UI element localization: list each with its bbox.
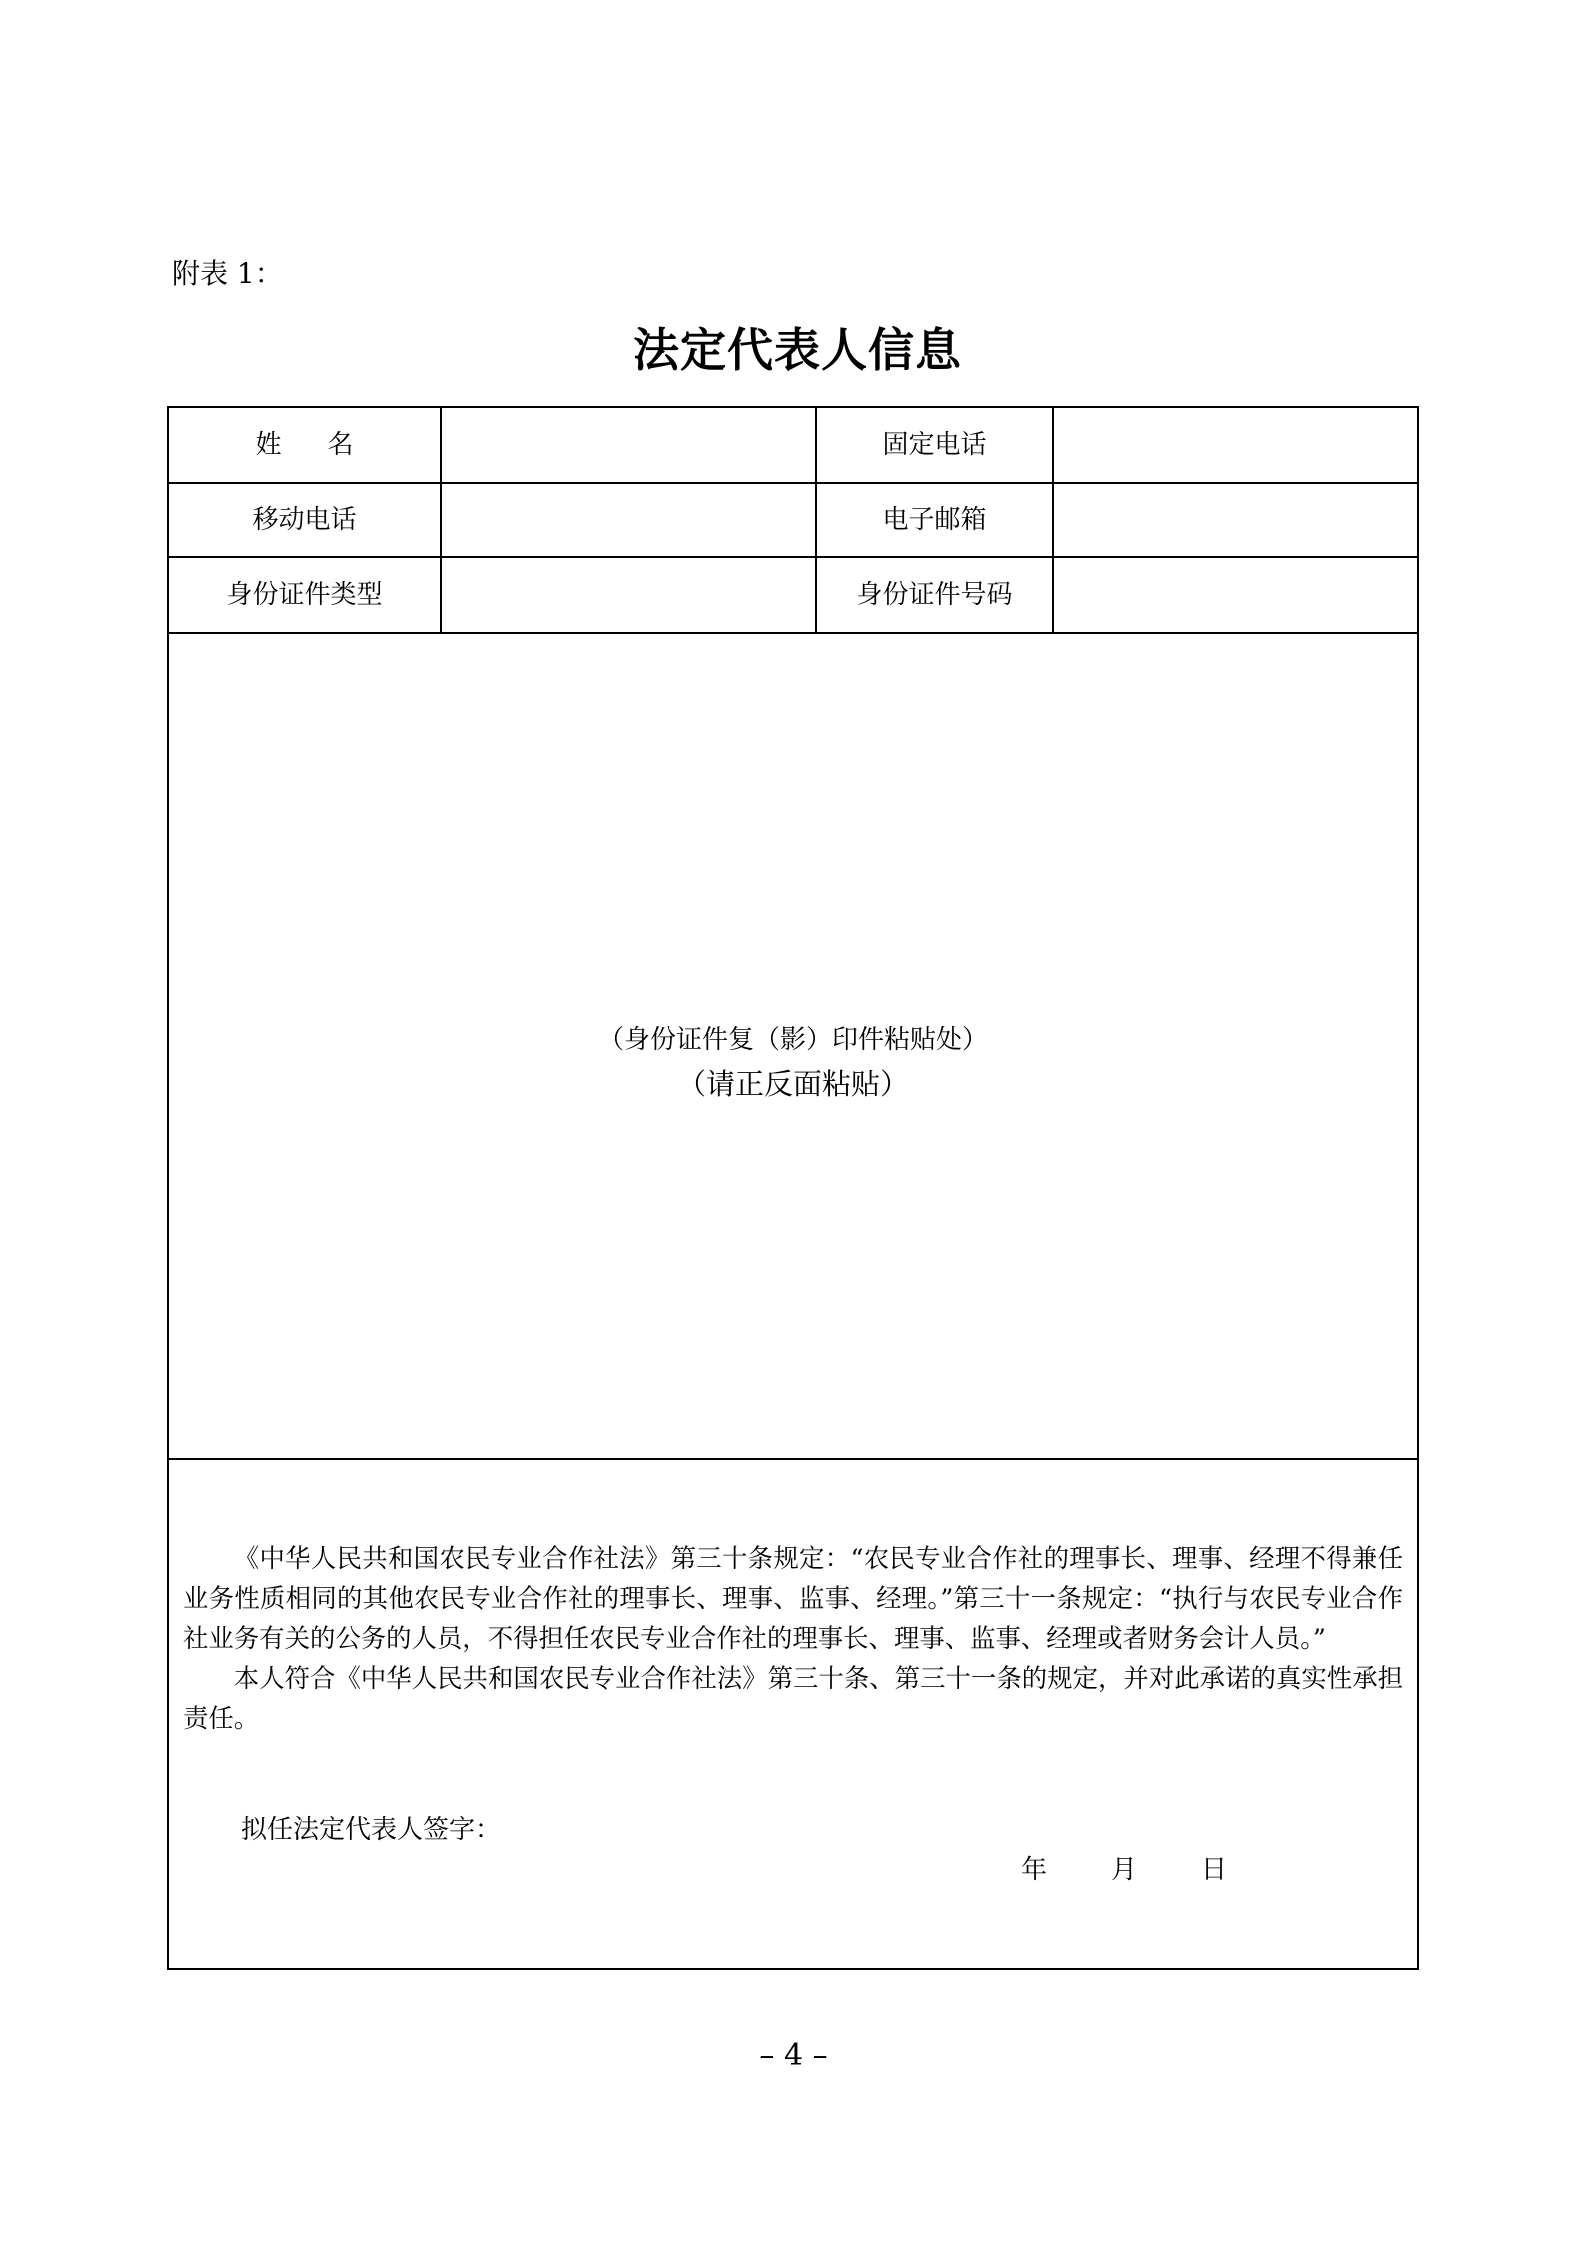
name-label-cell (169, 408, 440, 482)
signature-date (1021, 1852, 1291, 1888)
landline-field[interactable] (1054, 408, 1417, 482)
legal-statement (183, 1538, 1403, 1738)
id-type-field[interactable] (442, 558, 815, 632)
id-copy-paste-area (169, 634, 1417, 1458)
attachment-label: 附表 1： (172, 257, 283, 290)
page-title: 法定代表人信息 (633, 323, 962, 377)
landline-label-cell (817, 408, 1052, 482)
paste-instruction: （身份证件复（影）印件粘贴处） (597, 1025, 988, 1055)
page-number: – 4 – (759, 2038, 828, 2073)
paste-instruction-sides: （请正反面粘贴） (676, 1067, 909, 1101)
landline-label: 固定电话 (882, 430, 987, 460)
id-number-field[interactable] (1054, 558, 1417, 632)
date-day: 日 (1201, 1855, 1228, 1885)
mobile-label: 移动电话 (252, 505, 357, 535)
mobile-field[interactable] (442, 484, 815, 556)
id-number-label: 身份证件号码 (856, 580, 1013, 610)
id-type-label: 身份证件类型 (226, 580, 383, 610)
statement-paragraph: 《中华人民共和国农民专业合作社法》第三十条规定：“农民专业合作社的理事长、理事、经理不得兼任业务性质相同的其他农民专业合作社的理事长、理事、监事、经理。”第三十一条规定：“执行与农民专业合作社业务有关的公务的人员，不得担任农民专业合作社的理事长、理事、监事、经理或者财务会计人员。” (183, 1543, 1403, 1653)
email-label-cell (817, 484, 1052, 556)
statement-paragraph: 本人符合《中华人民共和国农民专业合作社法》第三十条、第三十一条的规定，并对此承诺的真实性承担责任。 (183, 1663, 1403, 1733)
name-field[interactable] (442, 408, 815, 482)
id-type-label-cell (169, 558, 440, 632)
id-number-label-cell (817, 558, 1052, 632)
name-label: 姓名 (255, 430, 400, 460)
date-year: 年 (1021, 1855, 1048, 1885)
signature-label: 拟任法定代表人签字： (241, 1815, 502, 1845)
date-month: 月 (1111, 1855, 1138, 1885)
section-divider (169, 1458, 1417, 1460)
mobile-label-cell (169, 484, 440, 556)
legal-representative-form (167, 406, 1419, 1970)
email-label: 电子邮箱 (882, 505, 987, 535)
email-field[interactable] (1054, 484, 1417, 556)
